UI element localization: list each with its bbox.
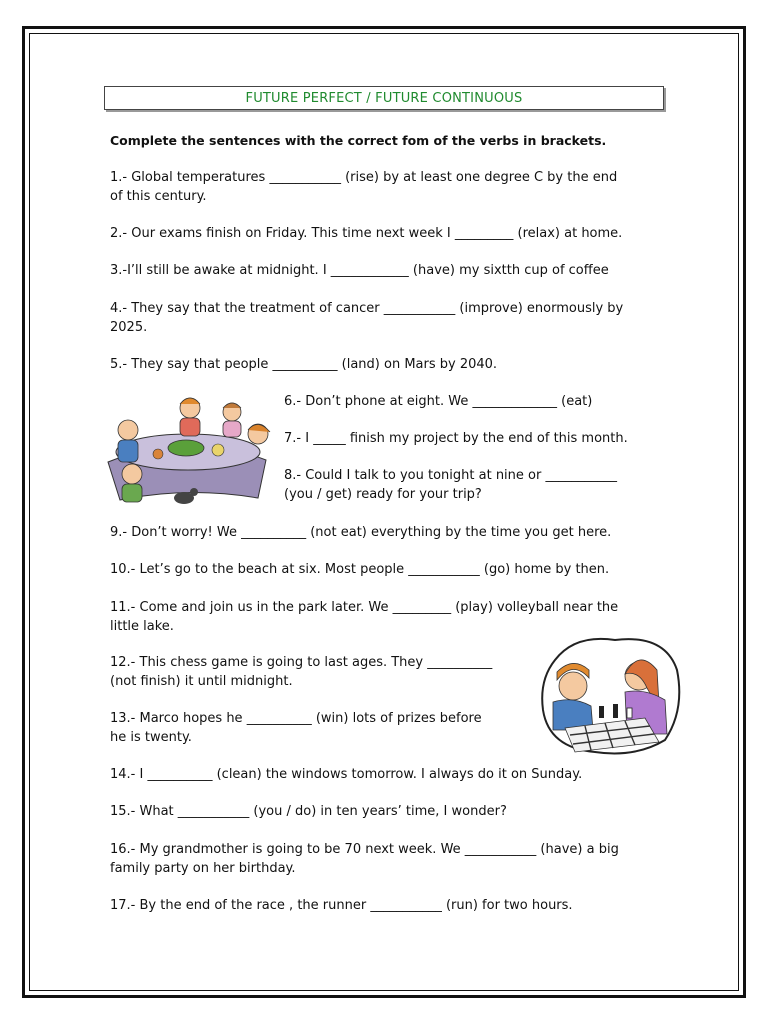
item-line: 8.- Could I talk to you tonight at nine or ___________	[284, 468, 617, 483]
item-line: 9.- Don’t worry! We __________ (not eat) everything by the time you get here.	[110, 525, 612, 540]
item-line: 14.- I __________ (clean) the windows tomorrow. I always do it on Sunday.	[110, 767, 583, 782]
item-line: 17.- By the end of the race , the runner ___________ (run) for two hours.	[110, 898, 573, 913]
exercise-item-2	[110, 224, 622, 243]
exercise-item-7	[284, 429, 628, 448]
item-line: he is twenty.	[110, 730, 192, 745]
item-line: 3.-I’ll still be awake at midnight. I ____________ (have) my sixtth cup of coffee	[110, 263, 609, 278]
item-line: 2025.	[110, 320, 148, 335]
exercise-item-13	[110, 709, 482, 747]
item-line: (you / get) ready for your trip?	[284, 487, 482, 502]
exercise-item-17	[110, 896, 573, 915]
family-dinner-illustration	[98, 390, 274, 510]
exercise-item-16	[110, 840, 619, 878]
exercise-item-4	[110, 299, 623, 337]
item-line: 11.- Come and join us in the park later. We _________ (play) volleyball near the	[110, 600, 619, 615]
exercise-item-14	[110, 765, 582, 784]
exercise-item-8	[284, 466, 617, 504]
item-line: family party on her birthday.	[110, 861, 296, 876]
item-line: 4.- They say that the treatment of cancer ___________ (improve) enormously by	[110, 301, 624, 316]
dinner-svg	[98, 390, 274, 510]
worksheet-title: FUTURE PERFECT / FUTURE CONTINUOUS	[245, 90, 523, 106]
item-line: 10.- Let’s go to the beach at six. Most people ___________ (go) home by then.	[110, 562, 610, 577]
chess-svg	[535, 630, 685, 758]
exercise-item-15	[110, 802, 507, 821]
item-line: 2.- Our exams finish on Friday. This time next week I _________ (relax) at home.	[110, 226, 623, 241]
item-line: 6.- Don’t phone at eight. We _____________ (eat)	[284, 394, 593, 409]
item-line: 1.- Global temperatures ___________ (rise) by at least one degree C by the end	[110, 170, 618, 185]
item-line: (not finish) it until midnight.	[110, 674, 293, 689]
exercise-item-5	[110, 355, 497, 374]
exercise-item-10	[110, 560, 609, 579]
item-line: of this century.	[110, 189, 207, 204]
exercise-item-1	[110, 168, 617, 206]
item-line: 7.- I _____ finish my project by the end of this month.	[284, 431, 628, 446]
exercise-item-3	[110, 261, 609, 280]
title-box	[104, 86, 664, 110]
item-line: 12.- This chess game is going to last ages. They __________	[110, 655, 493, 670]
item-line: 13.- Marco hopes he __________ (win) lots of prizes before	[110, 711, 482, 726]
item-line: 15.- What ___________ (you / do) in ten years’ time, I wonder?	[110, 804, 507, 819]
chess-players-illustration	[535, 630, 685, 758]
exercise-item-6	[284, 392, 592, 411]
exercise-item-9	[110, 523, 611, 542]
instruction: Complete the sentences with the correct fom of the verbs in brackets.	[110, 133, 607, 148]
item-line: 16.- My grandmother is going to be 70 next week. We ___________ (have) a big	[110, 842, 619, 857]
item-line: little lake.	[110, 619, 174, 634]
item-line: 5.- They say that people __________ (land) on Mars by 2040.	[110, 357, 498, 372]
exercise-item-12	[110, 653, 492, 691]
